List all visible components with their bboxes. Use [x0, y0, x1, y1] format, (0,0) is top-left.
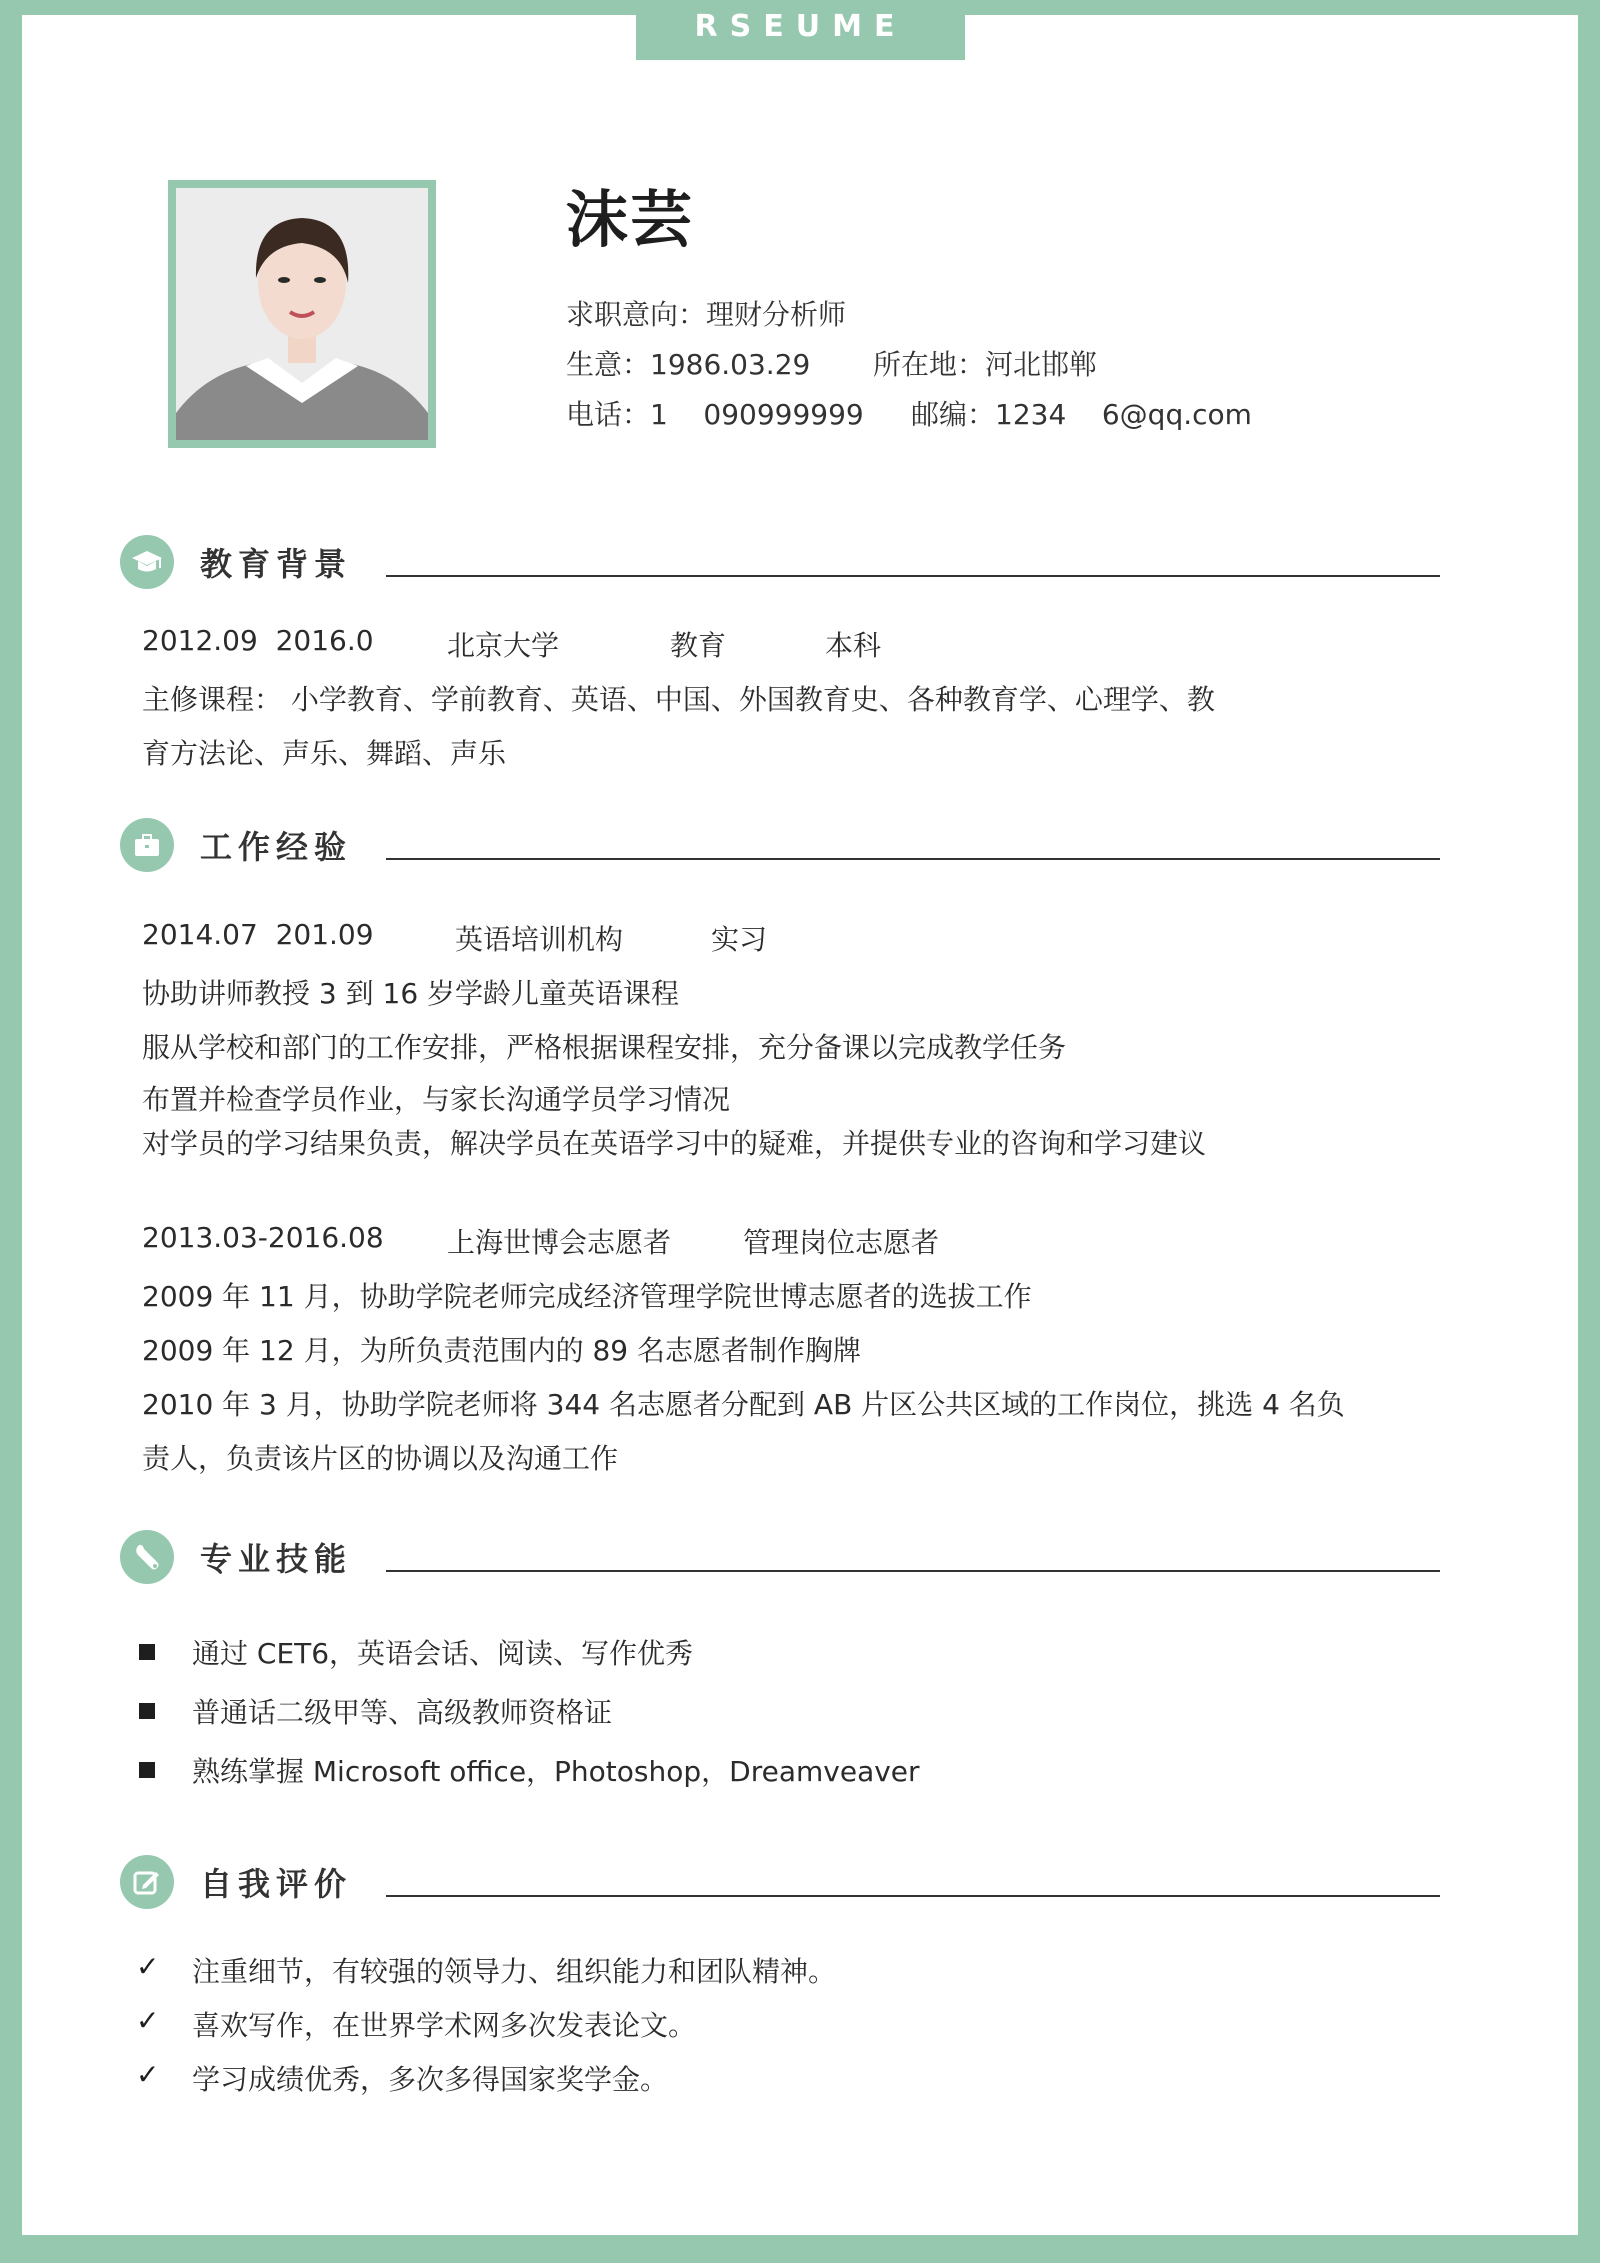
check-icon: ✓ — [136, 2004, 160, 2037]
edu-period: 2012.09 2016.0 — [142, 624, 374, 657]
section-skills — [120, 1530, 1440, 1586]
job1-period: 2014.07 201.09 — [142, 918, 374, 951]
skill-item: 通过 CET6，英语会话、阅读、写作优秀 — [192, 1637, 694, 1670]
section-education — [120, 535, 1440, 591]
postcode-email: 邮编：1234 6@qq.com — [911, 398, 1252, 431]
section-divider — [386, 1895, 1440, 1897]
job1-duty: 服从学校和部门的工作安排，严格根据课程安排，充分备课以完成教学任务 — [142, 1031, 1067, 1064]
section-title: 专业技能 — [200, 1540, 353, 1578]
profile-photo — [176, 188, 428, 440]
edu-school: 北京大学 — [447, 629, 560, 662]
section-title: 工作经验 — [200, 828, 353, 866]
job-intent: 求职意向：理财分析师 — [566, 298, 847, 331]
section-self-eval — [120, 1855, 1440, 1911]
graduation-cap-icon — [120, 535, 174, 589]
profile-photo-frame — [168, 180, 436, 448]
job2-org: 上海世博会志愿者 — [447, 1226, 672, 1259]
bullet-square — [139, 1762, 155, 1778]
birth-date: 生意：1986.03.29 — [566, 348, 811, 381]
check-icon: ✓ — [136, 1950, 160, 1983]
edu-courses-cont: 育方法论、声乐、舞蹈、声乐 — [142, 737, 507, 770]
section-divider — [386, 1570, 1440, 1572]
self-eval-item: 注重细节，有较强的领导力、组织能力和团队精神。 — [192, 1955, 837, 1988]
job2-duty: 2010 年 3 月，协助学院老师将 344 名志愿者分配到 AB 片区公共区域的工作岗位，挑选 4 名负 — [142, 1388, 1345, 1421]
edu-major: 教育 — [670, 629, 727, 662]
edu-degree: 本科 — [825, 629, 882, 662]
self-eval-item: 学习成绩优秀，多次多得国家奖学金。 — [192, 2063, 669, 2096]
job1-duty: 协助讲师教授 3 到 16 岁学龄儿童英语课程 — [142, 977, 680, 1010]
job2-role: 管理岗位志愿者 — [743, 1226, 940, 1259]
job1-org: 英语培训机构 — [455, 923, 624, 956]
job2-period: 2013.03-2016.08 — [142, 1221, 384, 1254]
section-work — [120, 818, 1440, 874]
candidate-name: 沫芸 — [566, 183, 695, 256]
location: 所在地：河北邯郸 — [873, 348, 1098, 381]
job2-duty: 2009 年 11 月，协助学院老师完成经济管理学院世博志愿者的选拔工作 — [142, 1280, 1032, 1313]
job2-duty: 责人，负责该片区的协调以及沟通工作 — [142, 1442, 619, 1475]
job1-duty: 对学员的学习结果负责，解决学员在英语学习中的疑难，并提供专业的咨询和学习建议 — [142, 1127, 1207, 1160]
briefcase-icon — [120, 818, 174, 872]
job1-duty: 布置并检查学员作业，与家长沟通学员学习情况 — [142, 1083, 731, 1116]
job1-role: 实习 — [711, 923, 768, 956]
section-title: 自我评价 — [200, 1865, 353, 1903]
section-title: 教育背景 — [200, 545, 353, 583]
edit-icon — [120, 1855, 174, 1909]
edu-courses: 主修课程： 小学教育、学前教育、英语、中国、外国教育史、各种教育学、心理学、教 — [142, 683, 1215, 716]
job2-duty: 2009 年 12 月，为所负责范围内的 89 名志愿者制作胸牌 — [142, 1334, 862, 1367]
section-divider — [386, 575, 1440, 577]
wrench-icon — [120, 1530, 174, 1584]
resume-tab-label: RSEUME — [636, 0, 965, 60]
bullet-square — [139, 1703, 155, 1719]
bullet-square — [139, 1644, 155, 1660]
skill-item: 熟练掌握 Microsoft office，Photoshop，Dreamveaver — [192, 1755, 920, 1788]
phone: 电话：1 090999999 — [566, 398, 864, 431]
skill-item: 普通话二级甲等、高级教师资格证 — [192, 1696, 613, 1729]
check-icon: ✓ — [136, 2058, 160, 2091]
section-divider — [386, 858, 1440, 860]
self-eval-item: 喜欢写作，在世界学术网多次发表论文。 — [192, 2009, 697, 2042]
